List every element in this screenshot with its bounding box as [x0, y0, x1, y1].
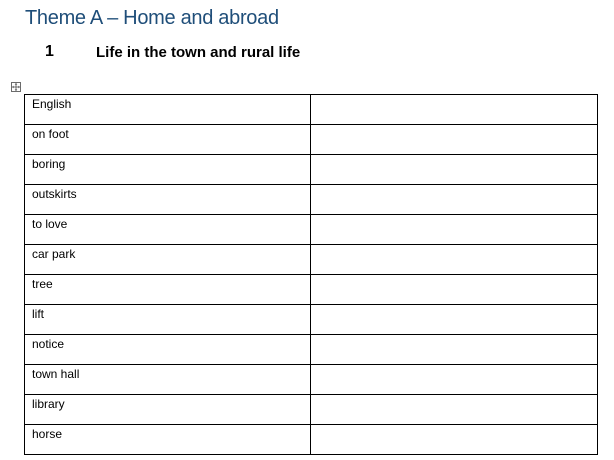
english-cell[interactable]: lift — [25, 305, 311, 335]
table-row — [25, 155, 598, 185]
translation-cell[interactable] — [311, 335, 598, 365]
vocabulary-table-body — [25, 95, 598, 455]
table-row — [25, 425, 598, 455]
table-row — [25, 305, 598, 335]
table-row — [25, 245, 598, 275]
table-row — [25, 335, 598, 365]
translation-cell[interactable] — [311, 185, 598, 215]
english-cell[interactable]: English — [25, 95, 311, 125]
translation-cell[interactable] — [311, 155, 598, 185]
table-row — [25, 125, 598, 155]
translation-cell[interactable] — [311, 215, 598, 245]
english-cell[interactable]: town hall — [25, 365, 311, 395]
english-cell[interactable]: boring — [25, 155, 311, 185]
table-row — [25, 95, 598, 125]
translation-cell[interactable] — [311, 275, 598, 305]
section-title: Life in the town and rural life — [96, 44, 301, 61]
english-cell[interactable]: notice — [25, 335, 311, 365]
english-cell[interactable]: on foot — [25, 125, 311, 155]
table-row — [25, 185, 598, 215]
page-title: Theme A – Home and abroad — [25, 7, 279, 29]
translation-cell[interactable] — [311, 425, 598, 455]
section-number: 1 — [45, 43, 54, 60]
table-move-handle[interactable] — [11, 82, 21, 92]
translation-cell[interactable] — [311, 395, 598, 425]
translation-cell[interactable] — [311, 305, 598, 335]
table-row — [25, 395, 598, 425]
english-cell[interactable]: to love — [25, 215, 311, 245]
english-cell[interactable]: horse — [25, 425, 311, 455]
translation-cell[interactable] — [311, 95, 598, 125]
english-cell[interactable]: library — [25, 395, 311, 425]
move-arrows-icon — [12, 83, 20, 91]
translation-cell[interactable] — [311, 365, 598, 395]
table-row — [25, 275, 598, 305]
english-cell[interactable]: car park — [25, 245, 311, 275]
vocabulary-table — [24, 94, 598, 455]
english-cell[interactable]: tree — [25, 275, 311, 305]
table-row — [25, 365, 598, 395]
translation-cell[interactable] — [311, 245, 598, 275]
table-row — [25, 215, 598, 245]
english-cell[interactable]: outskirts — [25, 185, 311, 215]
translation-cell[interactable] — [311, 125, 598, 155]
